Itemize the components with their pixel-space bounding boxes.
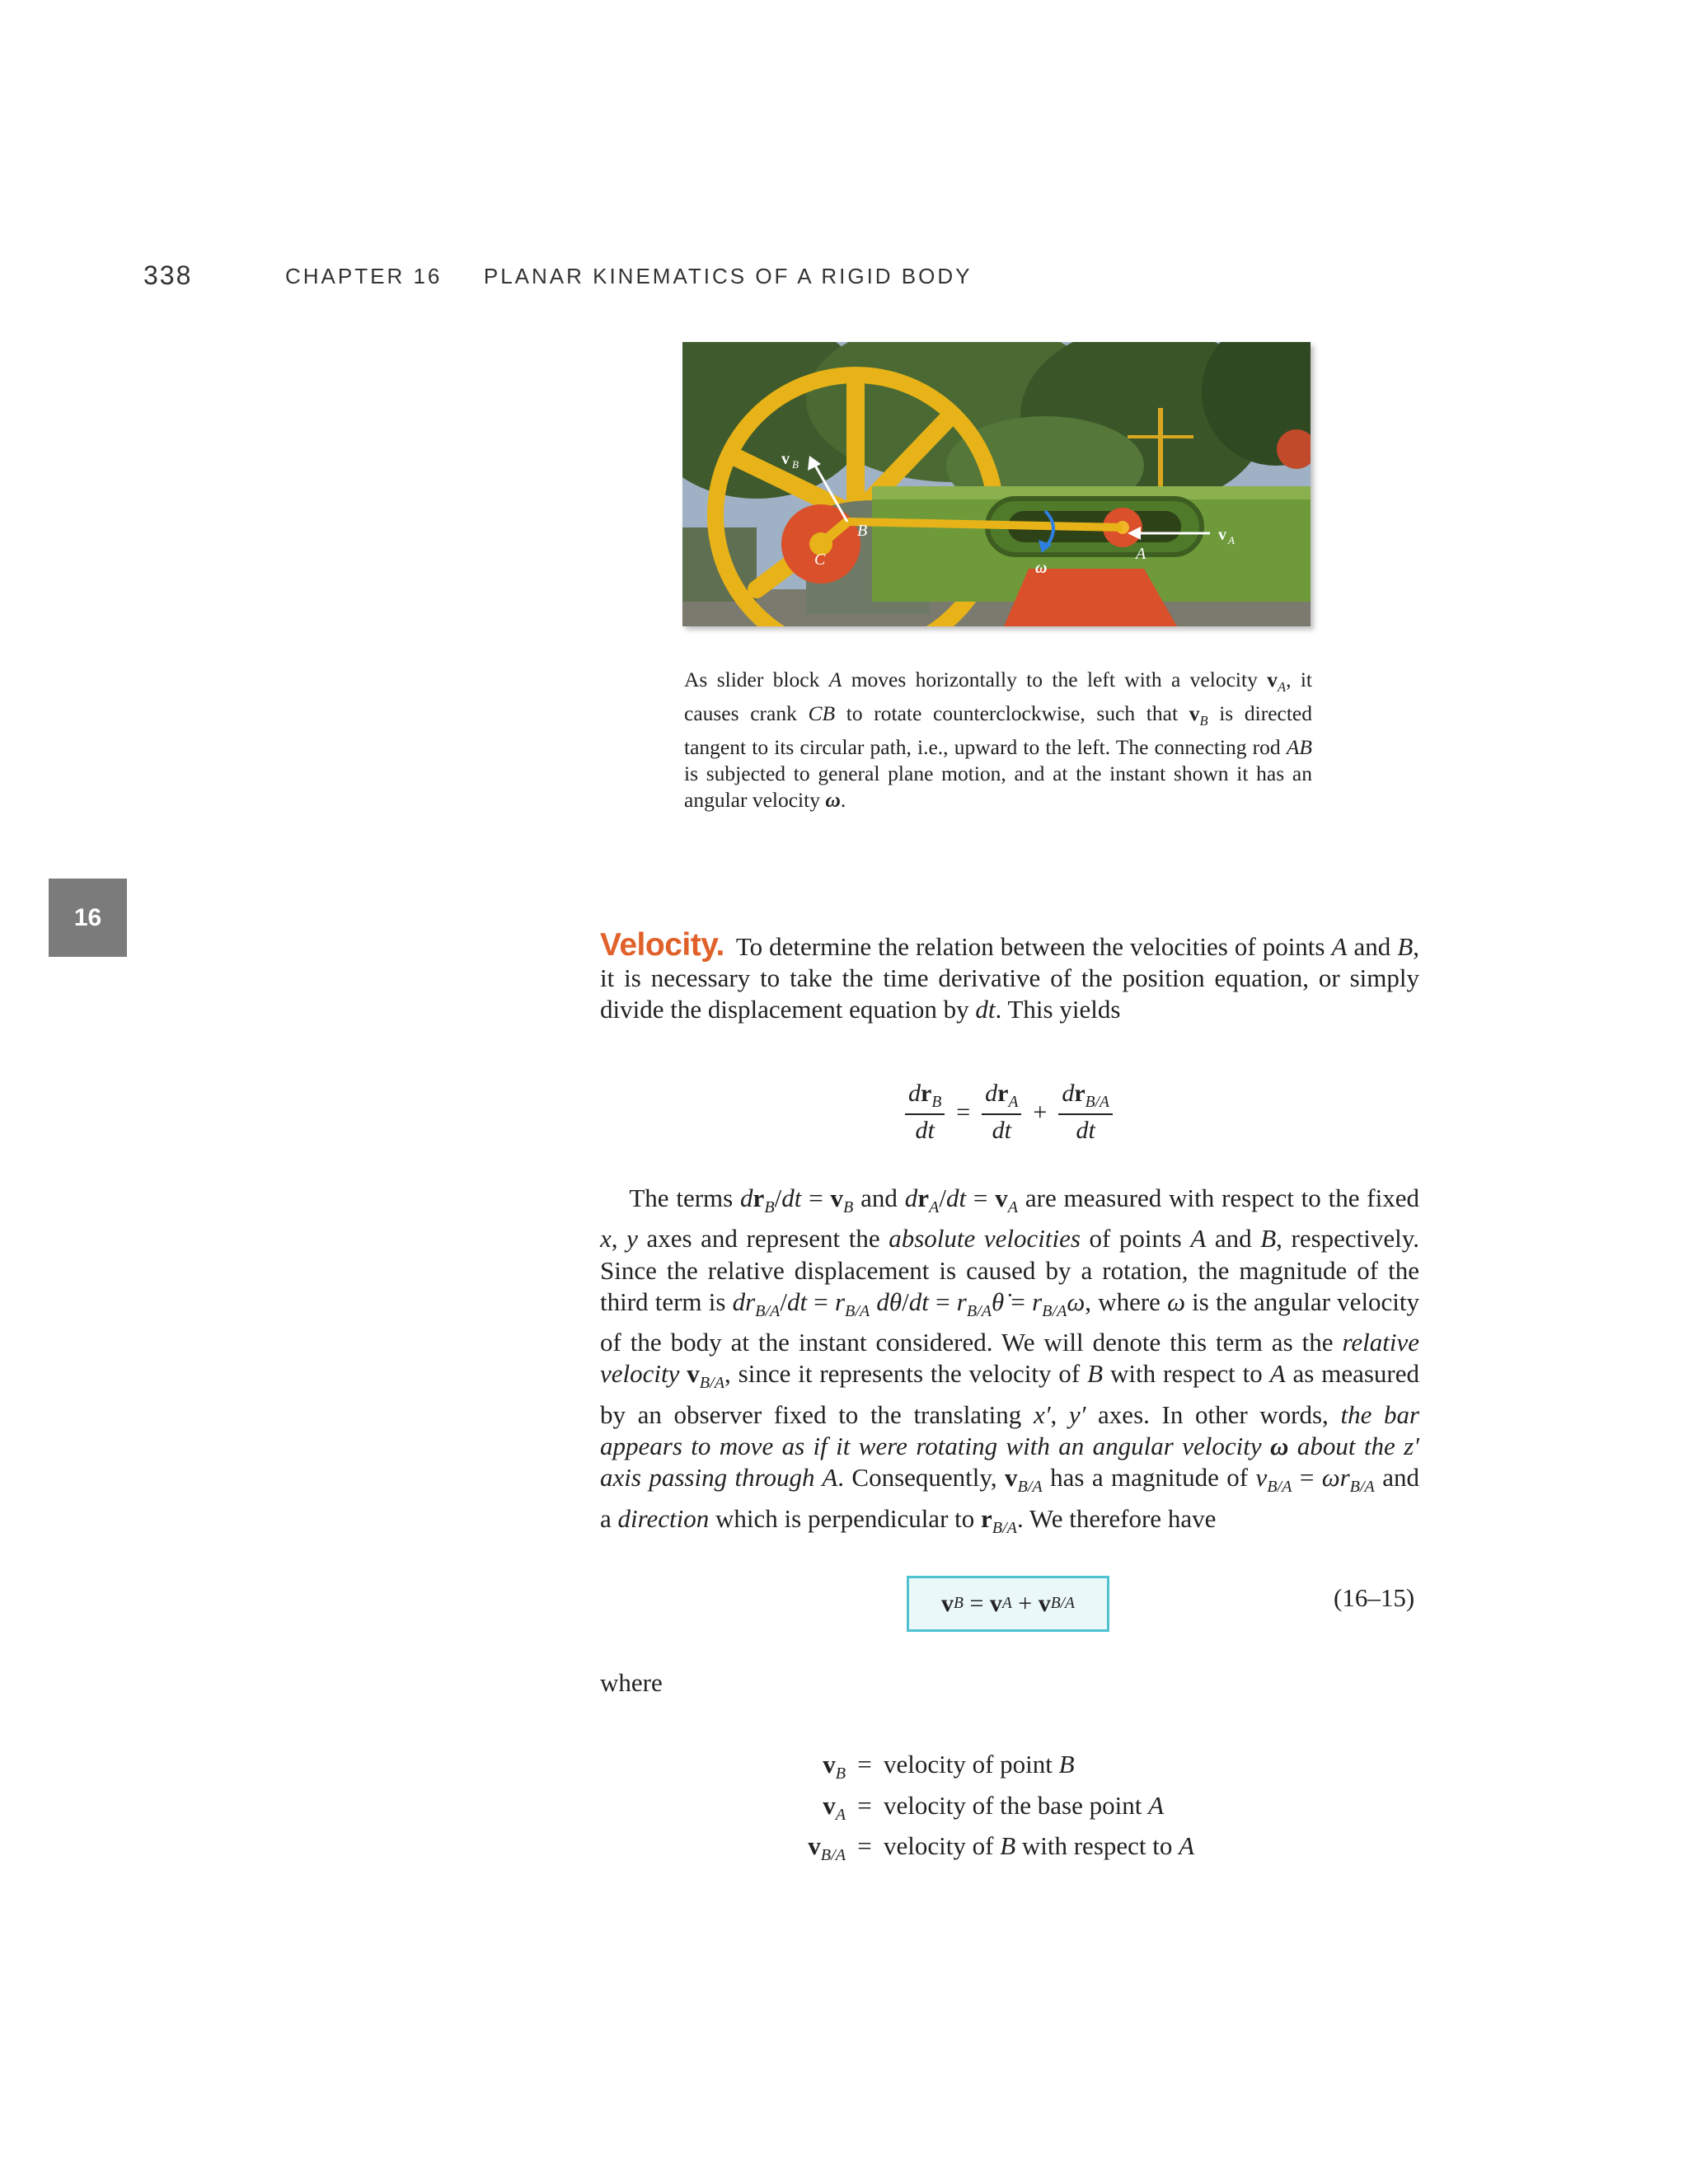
slider-crank-photo <box>682 342 1311 626</box>
velocity-derivative-equation: $\frac{dr_B}{dt}$ = $\frac{dr_A}{dt}$ + $\frac{dr_{B/A}}{dt}$ <box>898 1080 1119 1145</box>
chapter-label: CHAPTER 16 <box>285 264 443 288</box>
boxed-velocity-equation: v B = v A + v B/A <box>907 1576 1109 1632</box>
label-vA-sub: A <box>1228 534 1235 546</box>
label-vB: v <box>781 450 790 468</box>
definition-row: $v_{B/A}$ = velocity of B with respect to A <box>808 1831 1195 1865</box>
equation-number: (16–15) <box>1334 1583 1415 1612</box>
running-header <box>285 264 972 289</box>
definitions-list <box>725 1749 1194 1872</box>
chapter-tab: 16 <box>49 879 127 957</box>
label-omega: ω <box>1035 559 1048 577</box>
label-vB-sub: B <box>792 458 799 471</box>
figure-caption: As slider block A moves horizontally to the left with a velocity $v_A$, it causes crank CB to rotate counterclockwise, such that $v_B$ is directed tangent to its circular path, i.e., upward to the left. The connecting rod AB is subjected to general plane motion, and at the instant shown it has an angular velocity ω. <box>684 668 1312 813</box>
page-number: 338 <box>143 260 193 290</box>
label-C: C <box>814 551 826 569</box>
label-vA: v <box>1218 526 1226 544</box>
where-label: where <box>600 1668 663 1697</box>
definition-row: $v_B$ = velocity of point B <box>823 1750 1075 1783</box>
velocity-intro: Velocity. To determine the relation between the velocities of points A and B, it is necessary to take the time derivative of the position equation, or simply divide the displacement equation by dt. This yields <box>600 927 1419 1024</box>
label-A: A <box>1136 545 1146 563</box>
label-B: B <box>857 522 868 540</box>
section-heading: Velocity. <box>600 927 724 963</box>
chapter-title: PLANAR KINEMATICS OF A RIGID BODY <box>483 264 973 288</box>
velocity-body: The terms $dr_B/dt = v_B$ and $dr_A/dt = v_A$ are measured with respect to the fixed x, y axes and represent the absolute velocities of points A and B, respectively. Since the relative displacement is caused by a rotation, the magnitude of the third term is $dr_{B/A}/dt = r_{B/A}$ $d\theta/dt = r_{B/A}\thetȧ = r_{B/A}\omega$, where ω is the angular velocity of the body at the instant considered. We will denote this term as the relative velocity $v_{B/A}$, since it represents the velocity of B with respect to A as measured by an observer fixed to the translating x′, y′ axes. In other words, the bar appears to move as if it were rotating with an angular velocity ω about the z′ axis passing through A. Consequently, $v_{B/A}$ has a magnitude of $v_{B/A} = \omega r_{B/A}$ and a direction which is perpendicular to $r_{B/A}$. We therefore have <box>600 1183 1420 1537</box>
definition-row: $v_A$ = velocity of the base point A <box>823 1790 1165 1824</box>
